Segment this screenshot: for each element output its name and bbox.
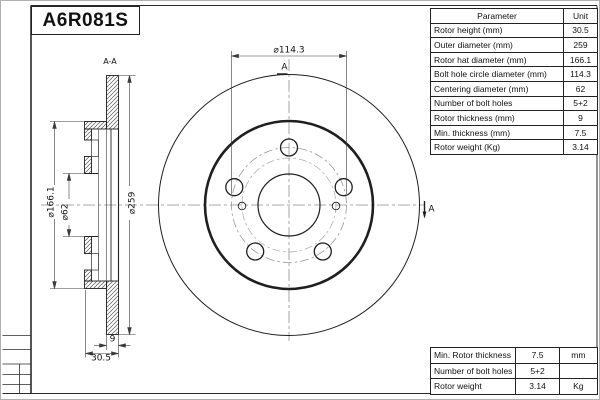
- section-title: A-A: [103, 57, 117, 66]
- dim-hat-diameter: ⌀166.1: [46, 186, 57, 218]
- summary-unit: Kg: [559, 379, 597, 395]
- summary-label: Number of bolt holes: [431, 363, 516, 379]
- table-row: [431, 52, 598, 67]
- dim-outer-diameter: ⌀259: [127, 191, 138, 215]
- spec-header-unit: Unit: [564, 9, 598, 24]
- spec-table: [430, 8, 598, 155]
- spec-header-parameter: Parameter: [431, 9, 564, 24]
- table-row: [431, 363, 598, 379]
- section-markers: [277, 74, 426, 219]
- spec-value: 3.14: [564, 140, 598, 155]
- table-row: [431, 140, 598, 155]
- summary-label: Min. Rotor thickness: [431, 348, 516, 364]
- section-arrow-label-right: A: [428, 204, 435, 214]
- spec-value: 30.5: [564, 23, 598, 38]
- dim-rotor-thickness: 9: [109, 334, 116, 345]
- spec-label: Rotor weight (Kg): [431, 140, 564, 155]
- section-arrow-label-top: A: [281, 62, 288, 73]
- table-row: [431, 348, 598, 364]
- spec-label: Outer diameter (mm): [431, 38, 564, 53]
- spec-table-header: [431, 9, 598, 24]
- spec-label: Rotor hat diameter (mm): [431, 52, 564, 67]
- revision-grid: [3, 336, 32, 394]
- spec-label: Centering diameter (mm): [431, 81, 564, 96]
- spec-value: 62: [564, 81, 598, 96]
- bolt-hole-section-upper: [92, 140, 99, 157]
- summary-unit: [559, 363, 597, 379]
- spec-value: 259: [564, 38, 598, 53]
- summary-table: [430, 347, 598, 395]
- table-row: [431, 111, 598, 126]
- spec-label: Bolt hole circle diameter (mm): [431, 67, 564, 82]
- summary-value: 7.5: [516, 348, 559, 364]
- table-row: [431, 38, 598, 53]
- summary-value: 3.14: [516, 379, 559, 395]
- part-number-box: [31, 6, 140, 35]
- table-row: [431, 81, 598, 96]
- spec-value: 114.3: [564, 67, 598, 82]
- spec-label: Rotor height (mm): [431, 23, 564, 38]
- table-row: [431, 23, 598, 38]
- table-row: [431, 96, 598, 111]
- table-row: [431, 379, 598, 395]
- spec-value: 9: [564, 111, 598, 126]
- dim-centering-diameter: ⌀62: [60, 203, 71, 221]
- spec-value: 5+2: [564, 96, 598, 111]
- spec-label: Min. thickness (mm): [431, 125, 564, 140]
- bolt-hole-section-lower: [92, 254, 99, 271]
- spec-value: 166.1: [564, 52, 598, 67]
- spec-value: 7.5: [564, 125, 598, 140]
- dim-bolt-circle-diameter: ⌀114.3: [273, 45, 305, 56]
- spec-label: Number of bolt holes: [431, 96, 564, 111]
- part-number: A6R081S: [42, 9, 129, 31]
- summary-value: 5+2: [516, 363, 559, 379]
- spec-label: Rotor thickness (mm): [431, 111, 564, 126]
- dim-rotor-height: 30.5: [90, 353, 112, 363]
- table-row: [431, 67, 598, 82]
- summary-label: Rotor weight: [431, 379, 516, 395]
- summary-unit: mm: [559, 348, 597, 364]
- table-row: [431, 125, 598, 140]
